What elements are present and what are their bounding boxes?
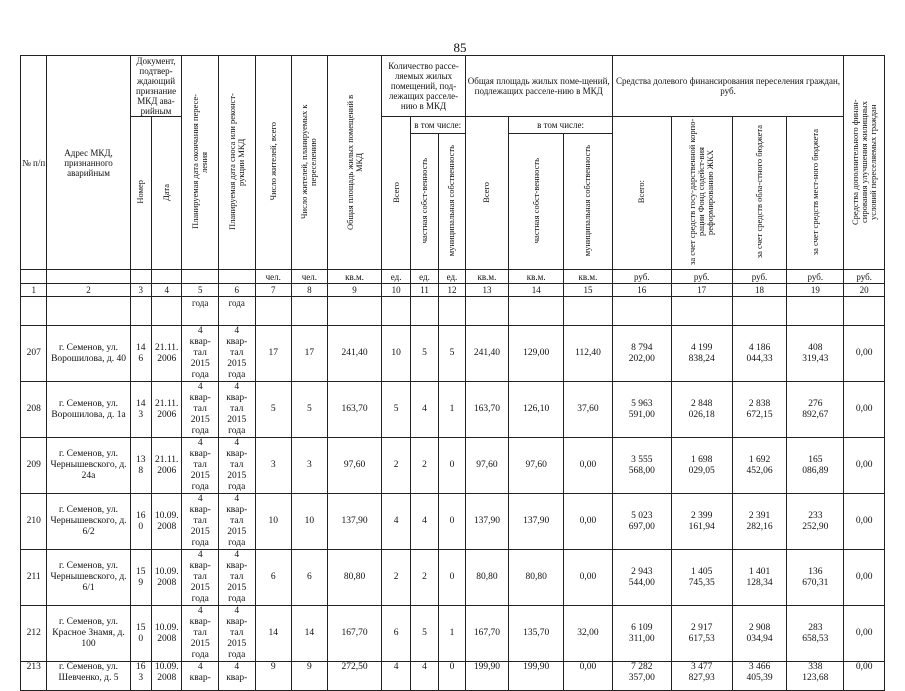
funds-regional-cell: 1 401 128,34 bbox=[732, 550, 787, 606]
residents-planned-cell: 10 bbox=[292, 494, 328, 550]
header-planned-relocation: Планируемая дата окончания пересе-ления bbox=[190, 94, 210, 229]
unit-cell: ед. bbox=[439, 270, 465, 284]
header-funds-regional: за счет средств обла-стного бюджета bbox=[754, 125, 764, 259]
row-number: 211 bbox=[21, 550, 47, 606]
total-area-cell: 163,70 bbox=[327, 382, 382, 438]
unit-cell: ед. bbox=[382, 270, 410, 284]
premises-total-cell: 4 bbox=[382, 494, 410, 550]
column-number: 9 bbox=[327, 284, 382, 297]
planned-relocation-cell: 4 квар- тал 2015 года bbox=[182, 438, 219, 494]
premises-municipal-cell: 0 bbox=[439, 494, 465, 550]
area-private-cell: 97,60 bbox=[509, 438, 564, 494]
total-area-cell: 137,90 bbox=[327, 494, 382, 550]
additional-funds-cell: 0,00 bbox=[844, 326, 885, 382]
planned-demolition-cell: 4 квар- тал 2015 года bbox=[218, 382, 255, 438]
column-number: 1 bbox=[21, 284, 47, 297]
area-private-cell: 126,10 bbox=[509, 382, 564, 438]
area-municipal-cell: 32,00 bbox=[564, 606, 613, 662]
funds-fund-cell: 1 405 745,35 bbox=[671, 550, 732, 606]
planned-demolition-cell: 4 квар- тал 2015 года bbox=[218, 550, 255, 606]
column-number: 8 bbox=[292, 284, 328, 297]
table-row bbox=[21, 494, 885, 550]
premises-municipal-cell: 0 bbox=[439, 438, 465, 494]
table-row bbox=[21, 438, 885, 494]
unit-cell: руб. bbox=[671, 270, 732, 284]
additional-funds-cell: 0,00 bbox=[844, 438, 885, 494]
row-number: 212 bbox=[21, 606, 47, 662]
funds-regional-cell: 3 466 405,39 bbox=[732, 662, 787, 691]
premises-total-cell: 4 bbox=[382, 662, 410, 691]
total-area-cell: 167,70 bbox=[327, 606, 382, 662]
residents-total-cell: 9 bbox=[255, 662, 292, 691]
column-number: 5 bbox=[182, 284, 219, 297]
header-planned-demolition: Планируемая дата сноса или реконст-рукции МКД bbox=[226, 93, 246, 230]
column-number: 6 bbox=[218, 284, 255, 297]
header-additional: Средства дополнительного финан-сирования улучшения жилищных условий переселяемых граждан bbox=[849, 98, 878, 225]
unit-cell: чел. bbox=[255, 270, 292, 284]
doc-date-cell: 10.09. 2008 bbox=[151, 494, 181, 550]
header-funds-fund: за счет средств госу-дарственной корпо-рации Фонд содейст-вия реформированию ЖКХ bbox=[687, 118, 716, 266]
unit-cell: руб. bbox=[732, 270, 787, 284]
doc-number-cell: 15 0 bbox=[130, 606, 151, 662]
unit-cell: кв.м. bbox=[327, 270, 382, 284]
doc-date-cell: 10.09. 2008 bbox=[151, 606, 181, 662]
relocation-table bbox=[20, 55, 885, 691]
premises-private-cell: 2 bbox=[410, 550, 438, 606]
column-number: 7 bbox=[255, 284, 292, 297]
header-premises-count: Количество рассе-ляемых жилых помещений, под-лежащих расселе-нию в МКД bbox=[382, 56, 465, 117]
address-cell: г. Семенов, ул. Чернышевского, д. 6/1 bbox=[47, 550, 130, 606]
doc-number-cell: 16 3 bbox=[130, 662, 151, 691]
header-document: Документ, подтвер-ждающий признание МКД ава-рийным bbox=[130, 56, 182, 117]
planned-relocation-cell: 4 квар- тал 2015 года bbox=[182, 326, 219, 382]
area-private-cell: 137,90 bbox=[509, 494, 564, 550]
planned-relocation-cell: 4 квар- тал 2015 года bbox=[182, 382, 219, 438]
column-number: 3 bbox=[130, 284, 151, 297]
doc-number-cell: 15 9 bbox=[130, 550, 151, 606]
area-total-cell: 241,40 bbox=[465, 326, 509, 382]
funds-total-cell: 7 282 357,00 bbox=[612, 662, 671, 691]
premises-private-cell: 2 bbox=[410, 438, 438, 494]
page-number: 85 bbox=[453, 40, 467, 55]
column-number: 20 bbox=[844, 284, 885, 297]
column-number: 16 bbox=[612, 284, 671, 297]
doc-date-cell: 21.11. 2006 bbox=[151, 326, 181, 382]
unit-cell: кв.м. bbox=[564, 270, 613, 284]
funds-fund-cell: 1 698 029,05 bbox=[671, 438, 732, 494]
header-doc-date: Дата bbox=[161, 183, 172, 201]
total-area-cell: 241,40 bbox=[327, 326, 382, 382]
total-area-cell: 80,80 bbox=[327, 550, 382, 606]
funds-total-cell: 5 023 697,00 bbox=[612, 494, 671, 550]
doc-number-cell: 14 6 bbox=[130, 326, 151, 382]
funds-local-cell: 136 670,31 bbox=[787, 550, 844, 606]
unit-cell: чел. bbox=[292, 270, 328, 284]
header-num: № п/п bbox=[21, 56, 47, 270]
header-area-including: в том числе: bbox=[509, 117, 613, 134]
planned-relocation-cell: 4 квар- тал 2015 года bbox=[182, 494, 219, 550]
doc-number-cell: 14 3 bbox=[130, 382, 151, 438]
unit-cell: ед. bbox=[410, 270, 438, 284]
doc-number-cell: 13 8 bbox=[130, 438, 151, 494]
funds-total-cell: 2 943 544,00 bbox=[612, 550, 671, 606]
premises-total-cell: 2 bbox=[382, 438, 410, 494]
funds-local-cell: 276 892,67 bbox=[787, 382, 844, 438]
additional-funds-cell: 0,00 bbox=[844, 662, 885, 691]
area-total-cell: 137,90 bbox=[465, 494, 509, 550]
area-municipal-cell: 0,00 bbox=[564, 662, 613, 691]
planned-demolition-cell: 4 квар- тал 2015 года bbox=[218, 606, 255, 662]
planned-relocation-cell: 4 квар- bbox=[182, 662, 219, 691]
planned-relocation-cell: 4 квар- тал 2015 года bbox=[182, 606, 219, 662]
funds-regional-cell: 2 391 282,16 bbox=[732, 494, 787, 550]
header-area-private: частная собст-венность bbox=[530, 157, 541, 243]
funds-regional-cell: 2 838 672,15 bbox=[732, 382, 787, 438]
premises-private-cell: 5 bbox=[410, 326, 438, 382]
funds-local-cell: 338 123,68 bbox=[787, 662, 844, 691]
area-total-cell: 97,60 bbox=[465, 438, 509, 494]
column-number: 18 bbox=[732, 284, 787, 297]
premises-total-cell: 5 bbox=[382, 382, 410, 438]
funds-total-cell: 3 555 568,00 bbox=[612, 438, 671, 494]
funds-fund-cell: 2 917 617,53 bbox=[671, 606, 732, 662]
funds-regional-cell: 2 908 034,94 bbox=[732, 606, 787, 662]
column-number: 15 bbox=[564, 284, 613, 297]
residents-planned-cell: 17 bbox=[292, 326, 328, 382]
address-cell: г. Семенов, ул. Красное Знамя, д. 100 bbox=[47, 606, 130, 662]
area-private-cell: 80,80 bbox=[509, 550, 564, 606]
continuation-row bbox=[21, 297, 885, 326]
premises-private-cell: 4 bbox=[410, 494, 438, 550]
header-total-area: Общая площадь жилых помещений в МКД bbox=[344, 93, 364, 230]
funds-local-cell: 283 658,53 bbox=[787, 606, 844, 662]
planned-relocation-cell: 4 квар- тал 2015 года bbox=[182, 550, 219, 606]
column-numbers-row bbox=[21, 284, 885, 297]
row-number: 209 bbox=[21, 438, 47, 494]
planned-demolition-cell: 4 квар- тал 2015 года bbox=[218, 494, 255, 550]
unit-cell: кв.м. bbox=[465, 270, 509, 284]
funds-local-cell: 233 252,90 bbox=[787, 494, 844, 550]
column-number: 11 bbox=[410, 284, 438, 297]
unit-cell: руб. bbox=[787, 270, 844, 284]
funds-fund-cell: 4 199 838,24 bbox=[671, 326, 732, 382]
doc-date-cell: 10.09. 2008 bbox=[151, 550, 181, 606]
planned-demolition-cell: 4 квар- тал 2015 года bbox=[218, 326, 255, 382]
residents-total-cell: 17 bbox=[255, 326, 292, 382]
premises-municipal-cell: 1 bbox=[439, 606, 465, 662]
header-premises-total: Всего bbox=[390, 181, 401, 203]
unit-cell: руб. bbox=[612, 270, 671, 284]
table-row bbox=[21, 550, 885, 606]
premises-total-cell: 10 bbox=[382, 326, 410, 382]
header-area-municipal: муниципальная собственность bbox=[582, 144, 593, 256]
funds-total-cell: 6 109 311,00 bbox=[612, 606, 671, 662]
additional-funds-cell: 0,00 bbox=[844, 550, 885, 606]
continuation-col6: года bbox=[218, 297, 255, 326]
column-number: 10 bbox=[382, 284, 410, 297]
funds-local-cell: 165 086,89 bbox=[787, 438, 844, 494]
additional-funds-cell: 0,00 bbox=[844, 494, 885, 550]
area-total-cell: 199,90 bbox=[465, 662, 509, 691]
premises-total-cell: 6 bbox=[382, 606, 410, 662]
area-municipal-cell: 37,60 bbox=[564, 382, 613, 438]
doc-date-cell: 21.11. 2006 bbox=[151, 382, 181, 438]
header-residents-planned: Число жителей, планируемых к переселению bbox=[299, 104, 319, 219]
residents-planned-cell: 5 bbox=[292, 382, 328, 438]
premises-total-cell: 2 bbox=[382, 550, 410, 606]
column-number: 13 bbox=[465, 284, 509, 297]
planned-demolition-cell: 4 квар- bbox=[218, 662, 255, 691]
area-total-cell: 163,70 bbox=[465, 382, 509, 438]
funds-total-cell: 8 794 202,00 bbox=[612, 326, 671, 382]
residents-total-cell: 10 bbox=[255, 494, 292, 550]
table-row bbox=[21, 606, 885, 662]
unit-cell: руб. bbox=[844, 270, 885, 284]
residents-planned-cell: 9 bbox=[292, 662, 328, 691]
row-number: 210 bbox=[21, 494, 47, 550]
funds-fund-cell: 2 848 026,18 bbox=[671, 382, 732, 438]
funds-fund-cell: 3 477 827,93 bbox=[671, 662, 732, 691]
area-municipal-cell: 0,00 bbox=[564, 550, 613, 606]
funds-local-cell: 408 319,43 bbox=[787, 326, 844, 382]
residents-planned-cell: 3 bbox=[292, 438, 328, 494]
area-total-cell: 80,80 bbox=[465, 550, 509, 606]
header-doc-number: Номер bbox=[135, 180, 146, 204]
area-municipal-cell: 0,00 bbox=[564, 494, 613, 550]
unit-cell: кв.м. bbox=[509, 270, 564, 284]
funds-regional-cell: 4 186 044,33 bbox=[732, 326, 787, 382]
area-private-cell: 129,00 bbox=[509, 326, 564, 382]
premises-municipal-cell: 0 bbox=[439, 550, 465, 606]
header-funds-group: Средства долевого финансирования переселения граждан, руб. bbox=[612, 56, 843, 117]
doc-date-cell: 10.09. 2008 bbox=[151, 662, 181, 691]
header-municipal: муниципальная собственность bbox=[446, 144, 457, 256]
address-cell: г. Семенов, ул. Ворошилова, д. 1а bbox=[47, 382, 130, 438]
area-private-cell: 199,90 bbox=[509, 662, 564, 691]
column-number: 19 bbox=[787, 284, 844, 297]
column-number: 17 bbox=[671, 284, 732, 297]
premises-private-cell: 4 bbox=[410, 382, 438, 438]
units-row bbox=[21, 270, 885, 284]
column-number: 4 bbox=[151, 284, 181, 297]
residents-total-cell: 5 bbox=[255, 382, 292, 438]
residents-planned-cell: 6 bbox=[292, 550, 328, 606]
column-number: 2 bbox=[47, 284, 130, 297]
table-row bbox=[21, 382, 885, 438]
premises-municipal-cell: 5 bbox=[439, 326, 465, 382]
premises-private-cell: 5 bbox=[410, 606, 438, 662]
area-total-cell: 167,70 bbox=[465, 606, 509, 662]
additional-funds-cell: 0,00 bbox=[844, 382, 885, 438]
header-private: частная собст-венность bbox=[419, 157, 430, 243]
table-row bbox=[21, 662, 885, 691]
planned-demolition-cell: 4 квар- тал 2015 года bbox=[218, 438, 255, 494]
header-residents-total: Число жителей, всего bbox=[267, 122, 278, 201]
address-cell: г. Семенов, ул. Ворошилова, д. 40 bbox=[47, 326, 130, 382]
residents-total-cell: 3 bbox=[255, 438, 292, 494]
additional-funds-cell: 0,00 bbox=[844, 606, 885, 662]
funds-total-cell: 5 963 591,00 bbox=[612, 382, 671, 438]
area-municipal-cell: 112,40 bbox=[564, 326, 613, 382]
continuation-col5: года bbox=[182, 297, 219, 326]
table-row bbox=[21, 326, 885, 382]
residents-planned-cell: 14 bbox=[292, 606, 328, 662]
premises-municipal-cell: 1 bbox=[439, 382, 465, 438]
residents-total-cell: 6 bbox=[255, 550, 292, 606]
funds-fund-cell: 2 399 161,94 bbox=[671, 494, 732, 550]
premises-private-cell: 4 bbox=[410, 662, 438, 691]
header-area-group: Общая площадь жилых поме-щений, подлежащих расселе-нию в МКД bbox=[465, 56, 612, 117]
column-number: 14 bbox=[509, 284, 564, 297]
funds-regional-cell: 1 692 452,06 bbox=[732, 438, 787, 494]
total-area-cell: 272,50 bbox=[327, 662, 382, 691]
address-cell: г. Семенов, ул. Чернышевского, д. 24а bbox=[47, 438, 130, 494]
header-address: Адрес МКД, признанного аварийным bbox=[47, 56, 130, 270]
header-area-total: Всего bbox=[481, 181, 492, 203]
doc-number-cell: 16 0 bbox=[130, 494, 151, 550]
header-funds-total: Всего: bbox=[636, 180, 647, 204]
header-including: в том числе: bbox=[410, 117, 465, 134]
doc-date-cell: 21.11. 2006 bbox=[151, 438, 181, 494]
header-funds-local: за счет средств мест-ного бюджета bbox=[809, 128, 820, 256]
residents-total-cell: 14 bbox=[255, 606, 292, 662]
address-cell: г. Семенов, ул. Чернышевского, д. 6/2 bbox=[47, 494, 130, 550]
area-municipal-cell: 0,00 bbox=[564, 438, 613, 494]
row-number: 208 bbox=[21, 382, 47, 438]
row-number: 213 bbox=[21, 662, 47, 691]
area-private-cell: 135,70 bbox=[509, 606, 564, 662]
total-area-cell: 97,60 bbox=[327, 438, 382, 494]
row-number: 207 bbox=[21, 326, 47, 382]
column-number: 12 bbox=[439, 284, 465, 297]
address-cell: г. Семенов, ул. Шевченко, д. 5 bbox=[47, 662, 130, 691]
premises-municipal-cell: 0 bbox=[439, 662, 465, 691]
